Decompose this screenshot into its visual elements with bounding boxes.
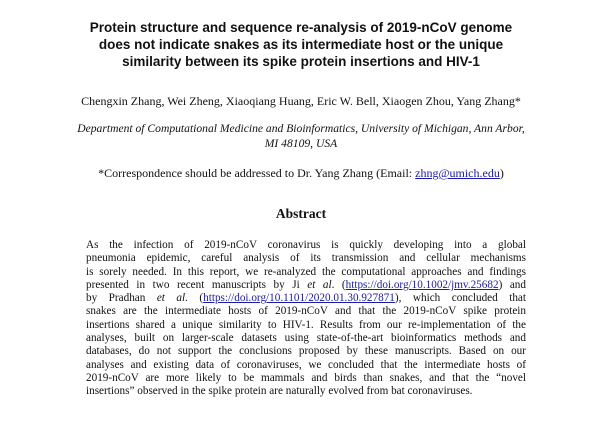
abstract-heading: Abstract [275, 206, 327, 221]
abstract-line: analyses, built on larger-scale datasets using state-of-the-art bioinformatics methods and [86, 332, 526, 345]
abstract-line: pneumonia epidemic, careful analysis of its transmission and cellular mechanisms [86, 252, 526, 265]
title-line-3: similarity between its spike protein insertions and HIV-1 [122, 54, 480, 69]
title-line-1: Protein structure and sequence re-analysis of 2019-nCoV genome [89, 20, 513, 35]
affiliation-line-1: Department of Computational Medicine and Bioinformatics, University of Michigan, Ann Arbor, [77, 122, 525, 135]
correspondence-suffix: ) [499, 166, 504, 180]
abstract-line: analyses and existing data of coronaviruses, we concluded that the intermediate hosts of [86, 358, 526, 371]
abstract-et-al: et al [156, 292, 186, 305]
correspondence-note [20, 166, 582, 180]
abstract-line: databases, do not support the conclusions proposed by these manuscripts. Based on our [86, 345, 526, 358]
abstract-text: presented in two recent manuscripts by Ji [86, 278, 308, 291]
abstract-line-with-link [86, 292, 526, 305]
email-link[interactable]: zhng@umich.edu [415, 166, 500, 180]
author-list: Chengxin Zhang, Wei Zheng, Xiaoqiang Huang, Eric W. Bell, Xiaogen Zhou, Yang Zhang* [81, 94, 521, 108]
abstract-line: insertions” observed in the spike protein are naturally evolved from bat coronaviruses. [86, 385, 473, 398]
affiliation [30, 121, 572, 151]
affiliation-line-2: MI 48109, USA [264, 137, 338, 150]
abstract-line: snakes are the intermediate hosts of 2019-nCoV and that the 2019-nCoV spike protein [86, 305, 526, 318]
abstract-et-al: et al [307, 278, 332, 291]
abstract-text: . ( [331, 278, 346, 291]
doi-link-ji[interactable]: https://doi.org/10.1002/jmv.25682 [345, 278, 499, 291]
abstract-text: . ( [185, 292, 204, 305]
abstract-text: ), which concluded that [394, 292, 526, 305]
abstract-line-with-link [86, 279, 526, 292]
correspondence-prefix: *Correspondence should be addressed to Dr. Yang Zhang (Email: [98, 166, 416, 180]
abstract-body [86, 239, 526, 399]
abstract-line: insertions shared a unique similarity to HIV-1. Results from our re-implementation of the [86, 318, 526, 331]
abstract-text: by Pradhan [86, 292, 157, 305]
abstract-text: ) and [498, 278, 526, 291]
abstract-line: is sorely needed. In this report, we re-analyzed the computational approaches and findings [86, 265, 526, 278]
abstract-line: 2019-nCoV are more likely to be mammals and birds than snakes, and that the “novel [86, 371, 526, 384]
title-line-2: does not indicate snakes as its intermediate host or the unique [98, 37, 504, 52]
paper-title [40, 19, 562, 70]
abstract-line: As the infection of 2019-nCoV coronavirus is quickly developing into a global [86, 239, 526, 251]
doi-link-pradhan[interactable]: https://doi.org/10.1101/2020.01.30.927871 [203, 292, 395, 305]
